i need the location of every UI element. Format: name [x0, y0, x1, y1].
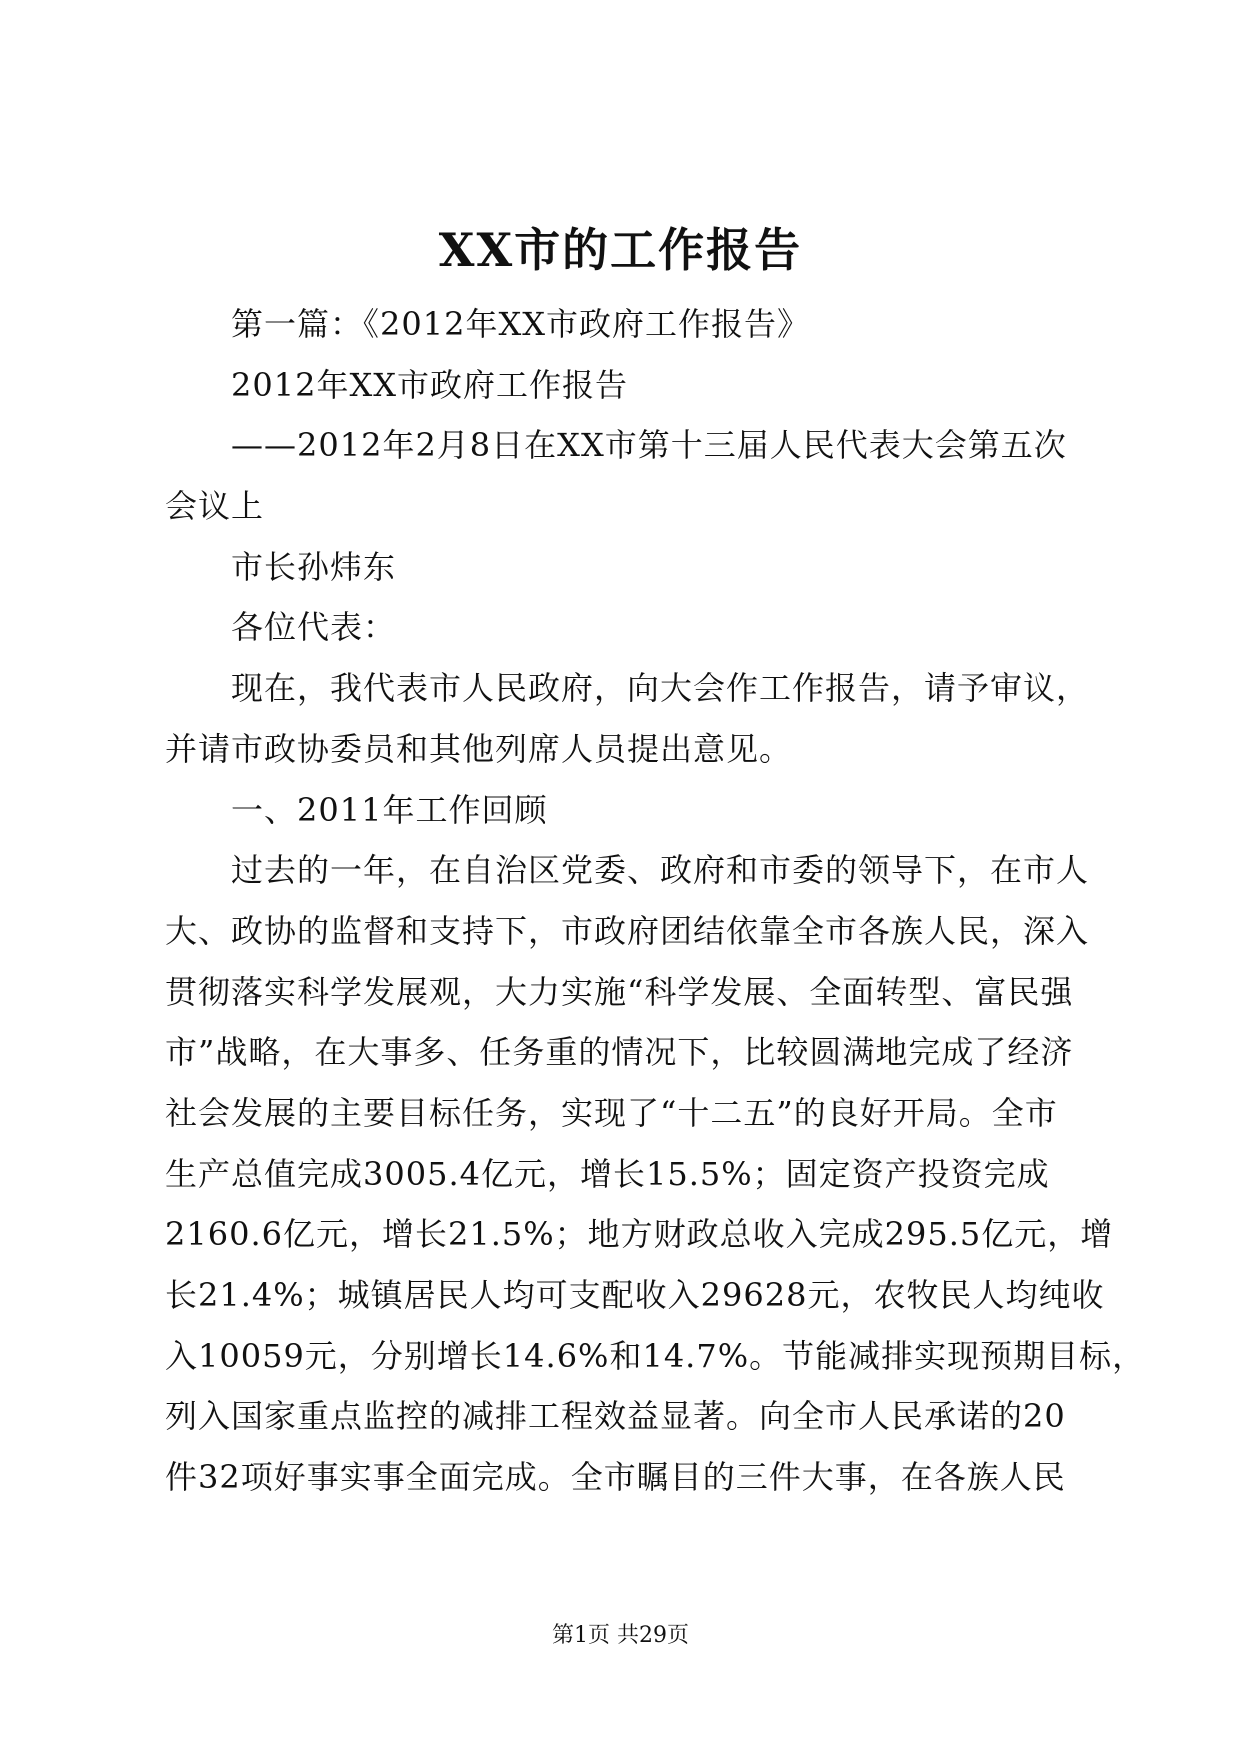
- paragraph-line: 件32项好事实事全面完成。全市瞩目的三件大事，在各族人民: [165, 1458, 1066, 1497]
- paragraph-line: 大、政协的监督和支持下，市政府团结依靠全市各族人民，深入: [165, 911, 1090, 950]
- paragraph-line: 列入国家重点监控的减排工程效益显著。向全市人民承诺的20: [165, 1397, 1066, 1436]
- document-title: XX市的工作报告: [438, 223, 803, 277]
- subsection-heading-line: 一、2011年工作回顾: [231, 790, 548, 829]
- paragraph-line: 入10059元，分别增长14.6%和14.7%。节能减排实现预期目标，: [165, 1336, 1146, 1375]
- meeting-info-line: ——2012年2月8日在XX市第十三届人民代表大会第五次: [231, 426, 1067, 465]
- paragraph-line: 2160.6亿元，增长21.5%；地方财政总收入完成295.5亿元，增: [165, 1215, 1114, 1254]
- paragraph-line: 生产总值完成3005.4亿元，增长15.5%；固定资产投资完成: [165, 1154, 1050, 1193]
- speaker-line: 市长孙炜东: [231, 547, 397, 586]
- section-heading-line: 第一篇：《2012年XX市政府工作报告》: [231, 305, 811, 343]
- paragraph-line: 长21.4%；城镇居民人均可支配收入29628元，农牧民人均纯收: [165, 1276, 1105, 1314]
- page-number-footer: 第1页 共29页: [552, 1623, 689, 1648]
- paragraph-line: 并请市政协委员和其他列席人员提出意见。: [165, 729, 793, 768]
- salutation-line: 各位代表：: [231, 608, 397, 647]
- paragraph-line: 贯彻落实科学发展观，大力实施“科学发展、全面转型、富民强: [165, 972, 1074, 1011]
- paragraph-line: 社会发展的主要目标任务，实现了“十二五”的良好开局。全市: [165, 1093, 1058, 1132]
- paragraph-line: 市”战略，在大事多、任务重的情况下，比较圆满地完成了经济: [165, 1033, 1074, 1072]
- meeting-info-continuation: 会议上: [165, 487, 265, 526]
- document-body: [165, 294, 1146, 1508]
- paragraph-line: 过去的一年，在自治区党委、政府和市委的领导下，在市人: [231, 851, 1090, 890]
- paragraph-line: 现在，我代表市人民政府，向大会作工作报告，请予审议，: [231, 669, 1090, 708]
- report-title-line: 2012年XX市政府工作报告: [231, 365, 629, 404]
